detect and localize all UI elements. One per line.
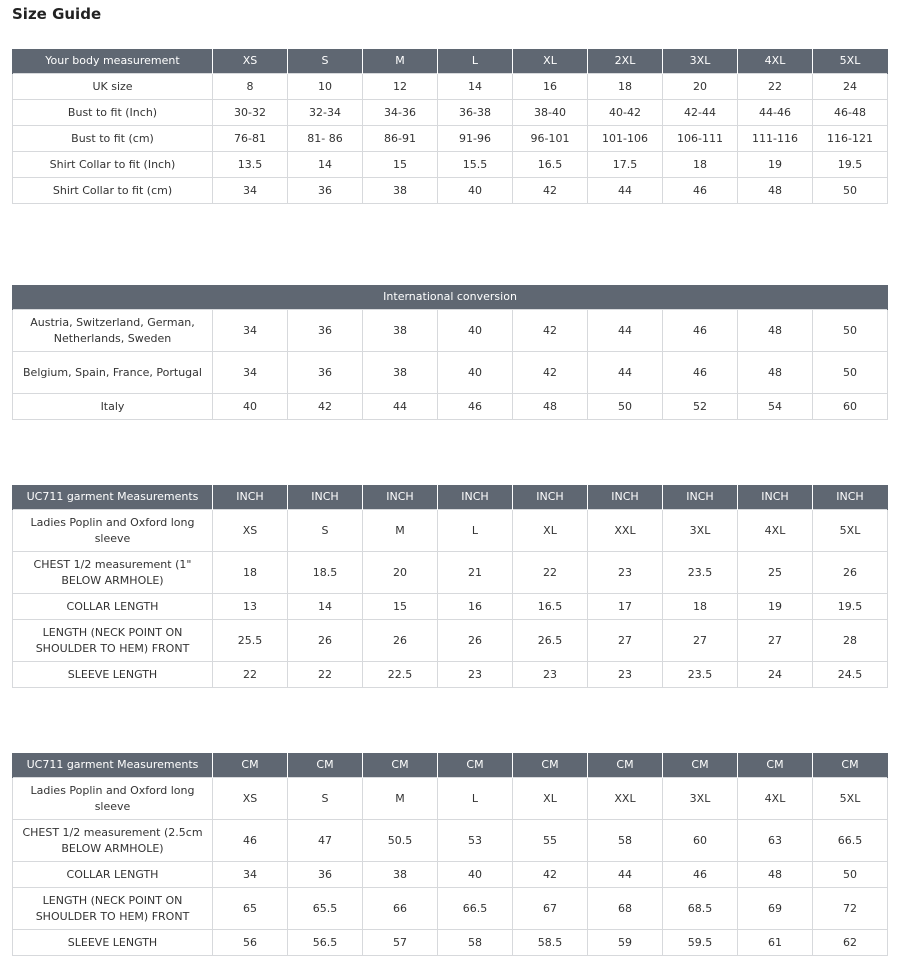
value-cell: 57 — [363, 930, 438, 956]
row-label-cell: CHEST 1/2 measurement (2.5cm BELOW ARMHOLE) — [13, 820, 213, 862]
table-header-row — [13, 753, 888, 778]
value-cell: 66.5 — [813, 820, 888, 862]
value-cell: XS — [213, 778, 288, 820]
value-cell: 18 — [213, 552, 288, 594]
value-cell: 53 — [438, 820, 513, 862]
value-cell: 81- 86 — [288, 126, 363, 152]
value-cell: 36 — [288, 178, 363, 204]
value-cell: 23 — [588, 662, 663, 688]
header-size-cell: S — [288, 49, 363, 74]
value-cell: S — [288, 510, 363, 552]
row-label-cell: Austria, Switzerland, German, Netherlands, Sweden — [13, 310, 213, 352]
value-cell: 40 — [213, 394, 288, 420]
value-cell: 23 — [588, 552, 663, 594]
value-cell: 42 — [513, 178, 588, 204]
value-cell: 14 — [288, 152, 363, 178]
value-cell: 66 — [363, 888, 438, 930]
value-cell: 17.5 — [588, 152, 663, 178]
value-cell: 58.5 — [513, 930, 588, 956]
value-cell: M — [363, 778, 438, 820]
value-cell: 13 — [213, 594, 288, 620]
value-cell: 18.5 — [288, 552, 363, 594]
header-unit-cell: INCH — [588, 485, 663, 510]
page-title: Size Guide — [12, 5, 102, 23]
value-cell: 34-36 — [363, 100, 438, 126]
value-cell: 72 — [813, 888, 888, 930]
value-cell: 44 — [363, 394, 438, 420]
value-cell: 17 — [588, 594, 663, 620]
value-cell: 40-42 — [588, 100, 663, 126]
header-size-cell: L — [438, 49, 513, 74]
value-cell: 36 — [288, 352, 363, 394]
header-size-cell: 3XL — [663, 49, 738, 74]
value-cell: 22 — [738, 74, 813, 100]
value-cell: 60 — [813, 394, 888, 420]
value-cell: 10 — [288, 74, 363, 100]
value-cell: 14 — [438, 74, 513, 100]
value-cell: 55 — [513, 820, 588, 862]
header-unit-cell: CM — [813, 753, 888, 778]
value-cell: 66.5 — [438, 888, 513, 930]
value-cell: 14 — [288, 594, 363, 620]
value-cell: 5XL — [813, 510, 888, 552]
value-cell: 44 — [588, 352, 663, 394]
international-conversion-rows — [13, 310, 888, 420]
value-cell: 46 — [663, 178, 738, 204]
value-cell: 4XL — [738, 778, 813, 820]
value-cell: 24.5 — [813, 662, 888, 688]
value-cell: 50 — [588, 394, 663, 420]
value-cell: 40 — [438, 310, 513, 352]
value-cell: 50.5 — [363, 820, 438, 862]
table-row — [13, 594, 888, 620]
value-cell: 62 — [813, 930, 888, 956]
value-cell: 3XL — [663, 510, 738, 552]
garment-inch-table — [12, 485, 888, 688]
value-cell: 15 — [363, 594, 438, 620]
header-size-cell: XS — [213, 49, 288, 74]
value-cell: 86-91 — [363, 126, 438, 152]
header-unit-cell: INCH — [738, 485, 813, 510]
value-cell: 56 — [213, 930, 288, 956]
row-label-cell: Bust to fit (cm) — [13, 126, 213, 152]
table-row — [13, 662, 888, 688]
table-row — [13, 620, 888, 662]
value-cell: 101-106 — [588, 126, 663, 152]
table-row — [13, 394, 888, 420]
table-row — [13, 310, 888, 352]
value-cell: XXL — [588, 510, 663, 552]
value-cell: 67 — [513, 888, 588, 930]
header-unit-cell: INCH — [363, 485, 438, 510]
header-unit-cell: CM — [588, 753, 663, 778]
header-size-cell: 2XL — [588, 49, 663, 74]
row-label-cell: Ladies Poplin and Oxford long sleeve — [13, 778, 213, 820]
table-row — [13, 178, 888, 204]
value-cell: 16.5 — [513, 594, 588, 620]
value-cell: 48 — [738, 862, 813, 888]
value-cell: 65 — [213, 888, 288, 930]
value-cell: 48 — [738, 178, 813, 204]
value-cell: 16 — [438, 594, 513, 620]
row-label-cell: Shirt Collar to fit (cm) — [13, 178, 213, 204]
value-cell: L — [438, 778, 513, 820]
value-cell: 23.5 — [663, 552, 738, 594]
value-cell: 63 — [738, 820, 813, 862]
header-unit-cell: CM — [438, 753, 513, 778]
value-cell: 34 — [213, 352, 288, 394]
value-cell: 12 — [363, 74, 438, 100]
value-cell: 50 — [813, 178, 888, 204]
value-cell: 22.5 — [363, 662, 438, 688]
header-size-cell: 5XL — [813, 49, 888, 74]
value-cell: 34 — [213, 310, 288, 352]
value-cell: 106-111 — [663, 126, 738, 152]
value-cell: 24 — [813, 74, 888, 100]
value-cell: M — [363, 510, 438, 552]
header-unit-cell: INCH — [663, 485, 738, 510]
value-cell: 8 — [213, 74, 288, 100]
value-cell: 18 — [663, 152, 738, 178]
value-cell: 19 — [738, 152, 813, 178]
value-cell: 13.5 — [213, 152, 288, 178]
value-cell: 27 — [738, 620, 813, 662]
value-cell: 20 — [663, 74, 738, 100]
header-size-cell: XL — [513, 49, 588, 74]
table-header-row — [13, 485, 888, 510]
value-cell: 50 — [813, 352, 888, 394]
value-cell: 42-44 — [663, 100, 738, 126]
value-cell: 42 — [513, 352, 588, 394]
table-row — [13, 888, 888, 930]
value-cell: 76-81 — [213, 126, 288, 152]
international-conversion-table — [12, 285, 888, 420]
value-cell: 38 — [363, 310, 438, 352]
value-cell: 46-48 — [813, 100, 888, 126]
value-cell: 27 — [663, 620, 738, 662]
value-cell: 44-46 — [738, 100, 813, 126]
table-row — [13, 862, 888, 888]
value-cell: 50 — [813, 310, 888, 352]
value-cell: 36 — [288, 862, 363, 888]
value-cell: 19 — [738, 594, 813, 620]
value-cell: 46 — [663, 862, 738, 888]
garment-inch-rows — [13, 510, 888, 688]
header-unit-cell: CM — [288, 753, 363, 778]
value-cell: 28 — [813, 620, 888, 662]
table-row — [13, 552, 888, 594]
row-label-cell: SLEEVE LENGTH — [13, 662, 213, 688]
value-cell: 50 — [813, 862, 888, 888]
value-cell: 48 — [738, 310, 813, 352]
value-cell: XXL — [588, 778, 663, 820]
value-cell: 59.5 — [663, 930, 738, 956]
value-cell: 19.5 — [813, 594, 888, 620]
value-cell: 16.5 — [513, 152, 588, 178]
header-unit-cell: INCH — [813, 485, 888, 510]
value-cell: 26 — [363, 620, 438, 662]
value-cell: 116-121 — [813, 126, 888, 152]
value-cell: 26 — [813, 552, 888, 594]
value-cell: XL — [513, 510, 588, 552]
header-label-cell: Your body measurement — [13, 49, 213, 74]
value-cell: 20 — [363, 552, 438, 594]
header-unit-cell: INCH — [213, 485, 288, 510]
row-label-cell: UK size — [13, 74, 213, 100]
value-cell: 25 — [738, 552, 813, 594]
value-cell: 27 — [588, 620, 663, 662]
international-conversion-title: International conversion — [13, 285, 888, 310]
body-measurement-rows — [13, 74, 888, 204]
header-unit-cell: CM — [663, 753, 738, 778]
value-cell: 23 — [513, 662, 588, 688]
value-cell: 38 — [363, 178, 438, 204]
value-cell: 26 — [438, 620, 513, 662]
table-row — [13, 820, 888, 862]
value-cell: 38 — [363, 352, 438, 394]
value-cell: 44 — [588, 862, 663, 888]
value-cell: 26.5 — [513, 620, 588, 662]
value-cell: 23.5 — [663, 662, 738, 688]
value-cell: 18 — [588, 74, 663, 100]
value-cell: XS — [213, 510, 288, 552]
value-cell: 68.5 — [663, 888, 738, 930]
table-row — [13, 74, 888, 100]
value-cell: S — [288, 778, 363, 820]
value-cell: 61 — [738, 930, 813, 956]
value-cell: 40 — [438, 862, 513, 888]
row-label-cell: Belgium, Spain, France, Portugal — [13, 352, 213, 394]
header-size-cell: 4XL — [738, 49, 813, 74]
row-label-cell: CHEST 1/2 measurement (1" BELOW ARMHOLE) — [13, 552, 213, 594]
value-cell: 46 — [438, 394, 513, 420]
value-cell: L — [438, 510, 513, 552]
value-cell: 48 — [513, 394, 588, 420]
table-row — [13, 930, 888, 956]
value-cell: 5XL — [813, 778, 888, 820]
value-cell: 111-116 — [738, 126, 813, 152]
table-row — [13, 510, 888, 552]
value-cell: 65.5 — [288, 888, 363, 930]
table-row — [13, 152, 888, 178]
value-cell: 46 — [213, 820, 288, 862]
value-cell: 19.5 — [813, 152, 888, 178]
value-cell: 32-34 — [288, 100, 363, 126]
value-cell: 38 — [363, 862, 438, 888]
header-unit-cell: CM — [363, 753, 438, 778]
value-cell: 56.5 — [288, 930, 363, 956]
value-cell: 21 — [438, 552, 513, 594]
value-cell: 40 — [438, 352, 513, 394]
value-cell: 96-101 — [513, 126, 588, 152]
value-cell: 42 — [288, 394, 363, 420]
body-measurement-table — [12, 49, 888, 204]
header-unit-cell: INCH — [438, 485, 513, 510]
value-cell: 46 — [663, 352, 738, 394]
value-cell: 4XL — [738, 510, 813, 552]
value-cell: 42 — [513, 862, 588, 888]
row-label-cell: LENGTH (NECK POINT ON SHOULDER TO HEM) FRONT — [13, 620, 213, 662]
value-cell: 22 — [288, 662, 363, 688]
table-row — [13, 100, 888, 126]
header-unit-cell: CM — [738, 753, 813, 778]
row-label-cell: Shirt Collar to fit (Inch) — [13, 152, 213, 178]
value-cell: 25.5 — [213, 620, 288, 662]
value-cell: 58 — [588, 820, 663, 862]
value-cell: 91-96 — [438, 126, 513, 152]
value-cell: 16 — [513, 74, 588, 100]
value-cell: 48 — [738, 352, 813, 394]
value-cell: 22 — [513, 552, 588, 594]
table-header-row — [13, 49, 888, 74]
garment-cm-rows — [13, 778, 888, 956]
row-label-cell: LENGTH (NECK POINT ON SHOULDER TO HEM) FRONT — [13, 888, 213, 930]
row-label-cell: Ladies Poplin and Oxford long sleeve — [13, 510, 213, 552]
value-cell: 34 — [213, 862, 288, 888]
header-unit-cell: CM — [213, 753, 288, 778]
table-row — [13, 126, 888, 152]
row-label-cell: SLEEVE LENGTH — [13, 930, 213, 956]
value-cell: 23 — [438, 662, 513, 688]
value-cell: 3XL — [663, 778, 738, 820]
value-cell: 34 — [213, 178, 288, 204]
value-cell: 54 — [738, 394, 813, 420]
table-row — [13, 352, 888, 394]
value-cell: 59 — [588, 930, 663, 956]
value-cell: 36 — [288, 310, 363, 352]
value-cell: 36-38 — [438, 100, 513, 126]
value-cell: 38-40 — [513, 100, 588, 126]
header-unit-cell: CM — [513, 753, 588, 778]
value-cell: 46 — [663, 310, 738, 352]
row-label-cell: Bust to fit (Inch) — [13, 100, 213, 126]
table-row — [13, 778, 888, 820]
value-cell: 24 — [738, 662, 813, 688]
value-cell: 40 — [438, 178, 513, 204]
row-label-cell: COLLAR LENGTH — [13, 862, 213, 888]
value-cell: 22 — [213, 662, 288, 688]
value-cell: 58 — [438, 930, 513, 956]
value-cell: 44 — [588, 178, 663, 204]
value-cell: 42 — [513, 310, 588, 352]
row-label-cell: Italy — [13, 394, 213, 420]
value-cell: 30-32 — [213, 100, 288, 126]
value-cell: 15.5 — [438, 152, 513, 178]
header-label-cell: UC711 garment Measurements — [13, 753, 213, 778]
header-label-cell: UC711 garment Measurements — [13, 485, 213, 510]
value-cell: 44 — [588, 310, 663, 352]
table-header-row — [13, 285, 888, 310]
header-size-cell: M — [363, 49, 438, 74]
row-label-cell: COLLAR LENGTH — [13, 594, 213, 620]
value-cell: 18 — [663, 594, 738, 620]
value-cell: 68 — [588, 888, 663, 930]
value-cell: 26 — [288, 620, 363, 662]
garment-cm-table — [12, 753, 888, 956]
header-unit-cell: INCH — [288, 485, 363, 510]
value-cell: XL — [513, 778, 588, 820]
value-cell: 69 — [738, 888, 813, 930]
value-cell: 47 — [288, 820, 363, 862]
header-unit-cell: INCH — [513, 485, 588, 510]
value-cell: 15 — [363, 152, 438, 178]
value-cell: 52 — [663, 394, 738, 420]
value-cell: 60 — [663, 820, 738, 862]
